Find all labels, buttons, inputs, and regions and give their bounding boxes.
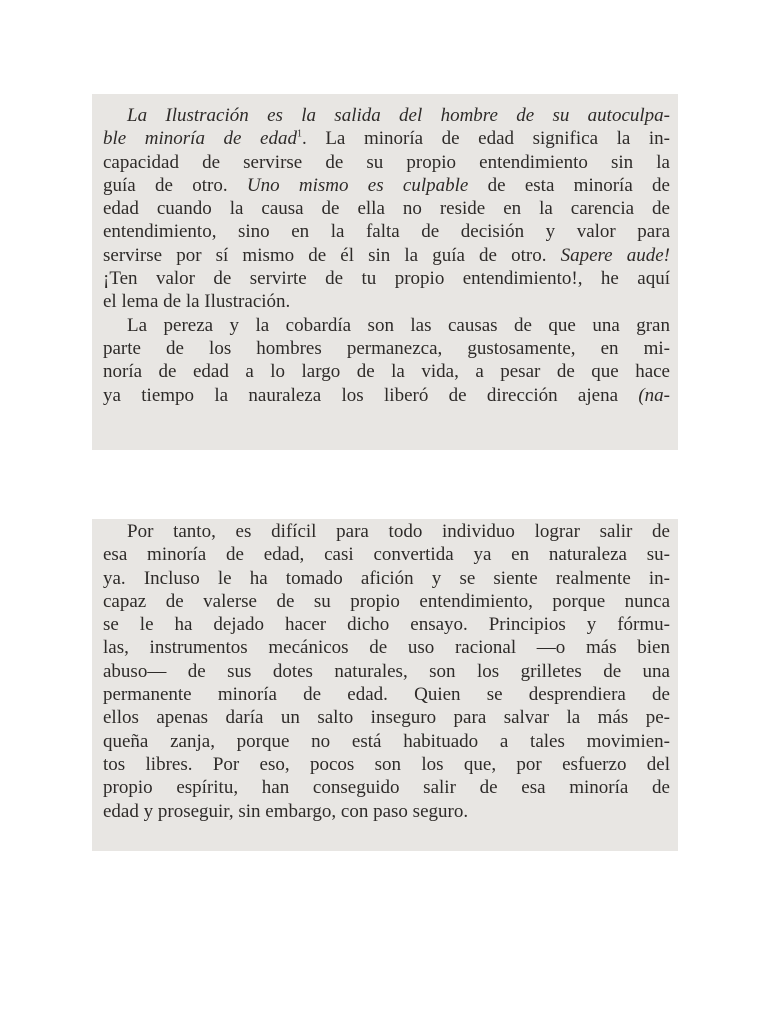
text-line (103, 360, 670, 383)
text-run: ya. Incluso le ha tomado afición y se siente realmente in- (103, 567, 670, 589)
text-run: propio espíritu, han conseguido salir de esa minoría de (103, 777, 670, 799)
text-run: ellos apenas daría un salto inseguro para salvar la más pe- (103, 707, 670, 729)
text-run: permanente minoría de edad. Quien se desprendiera de (103, 684, 670, 706)
text-run: guía de otro. (103, 174, 247, 196)
text-run: queña zanja, porque no está habituado a tales movimien- (103, 730, 670, 752)
text-line (103, 730, 670, 753)
text-line (103, 267, 670, 290)
text-line (103, 520, 670, 543)
scan-excerpt-1 (92, 94, 678, 450)
text-line (103, 244, 670, 267)
text-run: La Ilustración es la salida del hombre de su autoculpa- (127, 105, 670, 126)
text-line (103, 314, 670, 337)
text-line (103, 174, 670, 197)
text-run: las, instrumentos mecánicos de uso racional —o más bien (103, 637, 670, 659)
text-run: ¡Ten valor de servirte de tu propio entendimiento!, he aquí (103, 268, 670, 290)
text-run: tos libres. Por eso, pocos son los que, por esfuerzo del (103, 753, 670, 775)
text-line (103, 706, 670, 729)
text-run: edad cuando la causa de ella no reside en la carencia de (103, 198, 670, 220)
text-line (103, 800, 670, 823)
text-run: Uno mismo es culpable (246, 174, 469, 196)
text-line (103, 104, 670, 127)
text-line (103, 151, 670, 174)
text-run: ble minoría de edad (103, 128, 297, 150)
text-run: se le ha dejado hacer dicho ensayo. Principios y fórmu- (103, 614, 670, 636)
text-line (103, 543, 670, 566)
scan-excerpt-2 (92, 519, 678, 851)
text-run: de esta minoría de (468, 174, 670, 196)
text-line (103, 290, 670, 313)
text-line (103, 384, 670, 407)
text-run: (na- (638, 384, 670, 406)
text-line (103, 613, 670, 636)
text-run: ya tiempo la nauraleza los liberó de dirección ajena (103, 384, 639, 406)
text-line (103, 590, 670, 613)
text-line (103, 636, 670, 659)
text-run: esa minoría de edad, casi convertida ya en naturaleza su- (103, 544, 670, 566)
text-run: abuso— de sus dotes naturales, son los grilletes de una (103, 660, 670, 682)
text-run: parte de los hombres permanezca, gustosamente, en mi- (103, 337, 670, 359)
text-line (103, 683, 670, 706)
text-line (103, 337, 670, 360)
text-run: entendimiento, sino en la falta de decisión y valor para (103, 221, 670, 243)
footnote-marker: 1 (297, 128, 302, 140)
text-line (103, 127, 670, 150)
text-run: edad y proseguir, sin embargo, con paso seguro. (103, 800, 469, 822)
text-run: capacidad de servirse de su propio entendimiento sin la (103, 151, 670, 173)
text-line (103, 776, 670, 799)
text-run: . La minoría de edad significa la in- (302, 128, 670, 150)
text-line (103, 660, 670, 683)
text-line (103, 567, 670, 590)
text-run: el lema de la Ilustración. (103, 291, 291, 313)
text-run: Sapere aude! (560, 244, 670, 266)
text-run: La pereza y la cobardía son las causas de que una gran (127, 314, 670, 336)
text-run: servirse por sí mismo de él sin la guía de otro. (103, 244, 561, 266)
text-run: Por tanto, es difícil para todo individuo lograr salir de (127, 521, 670, 542)
text-line (103, 753, 670, 776)
text-run: noría de edad a lo largo de la vida, a pesar de que hace (103, 361, 670, 383)
text-line (103, 220, 670, 243)
text-run: capaz de valerse de su propio entendimiento, porque nunca (103, 590, 670, 612)
text-line (103, 197, 670, 220)
